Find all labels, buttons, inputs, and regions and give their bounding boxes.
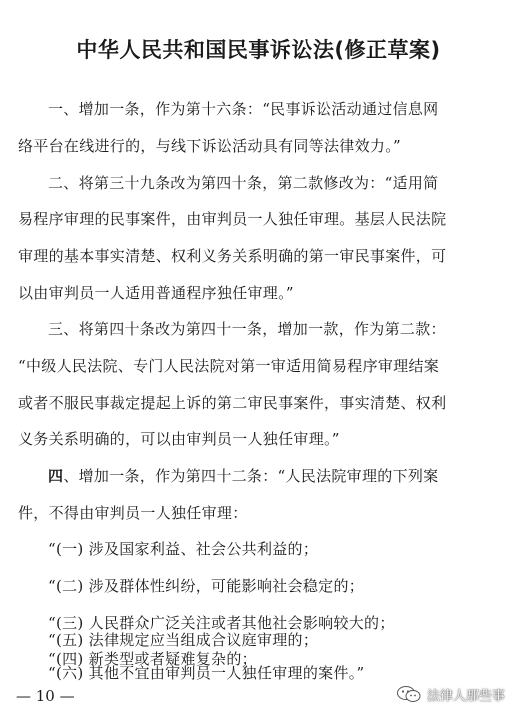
paragraph-line: 易程序审理的民事案件，由审判员一人独任审理。基层人民法院	[18, 210, 447, 228]
wechat-icon	[396, 684, 422, 704]
list-item: “(五) 法律规定应当组成合议庭审理的；	[48, 631, 319, 649]
watermark-text: 法律人那些事	[426, 688, 505, 704]
list-item: “(六) 其他不宜由审判员一人独任审理的案件。”	[48, 664, 365, 682]
line-text: 、增加一条，作为第四十二条：“人民法院审理的下列案	[63, 467, 439, 485]
paragraph-line: 二、将第三十九条改为第四十条，第二款修改为：“适用简	[48, 174, 439, 192]
page-title: 中华人民共和国民事诉讼法(修正草案)	[76, 38, 441, 62]
list-item: “(二) 涉及群体性纠纷，可能影响社会稳定的；	[48, 577, 365, 595]
paragraph-line: 络平台在线进行的，与线下诉讼活动具有同等法律效力。”	[18, 137, 401, 155]
paragraph-line: 以由审判员一人适用普通程序独任审理。”	[18, 284, 294, 302]
paragraph-line: 三、将第四十条改为第四十一条，增加一款，作为第二款：	[48, 320, 446, 338]
section-number: 四	[48, 467, 64, 485]
paragraph-line: 审理的基本事实清楚、权利义务关系明确的第一审民事案件，可	[18, 247, 447, 265]
paragraph-line	[48, 465, 438, 486]
paragraph-line: 或者不服民事裁定提起上诉的第二审民事案件，事实清楚、权利	[18, 394, 447, 412]
paragraph-line: 义务关系明确的，可以由审判员一人独任审理。”	[18, 430, 340, 448]
paragraph-line: 一、增加一条，作为第十六条：“民事诉讼活动通过信息网	[48, 100, 439, 118]
list-item: “(三) 人民群众广泛关注或者其他社会影响较大的；	[48, 614, 395, 632]
list-item: “(一) 涉及国家利益、社会公共利益的；	[48, 540, 319, 558]
paragraph-line: 件，不得由审判员一人独任审理：	[18, 504, 248, 522]
list-item: “(四) 新类型或者疑难复杂的；	[48, 650, 257, 668]
watermark	[396, 684, 505, 704]
page-number: — 10 —	[16, 687, 75, 705]
paragraph-line: “中级人民法院、专门人民法院对第一审适用简易程序审理结案	[18, 357, 440, 375]
